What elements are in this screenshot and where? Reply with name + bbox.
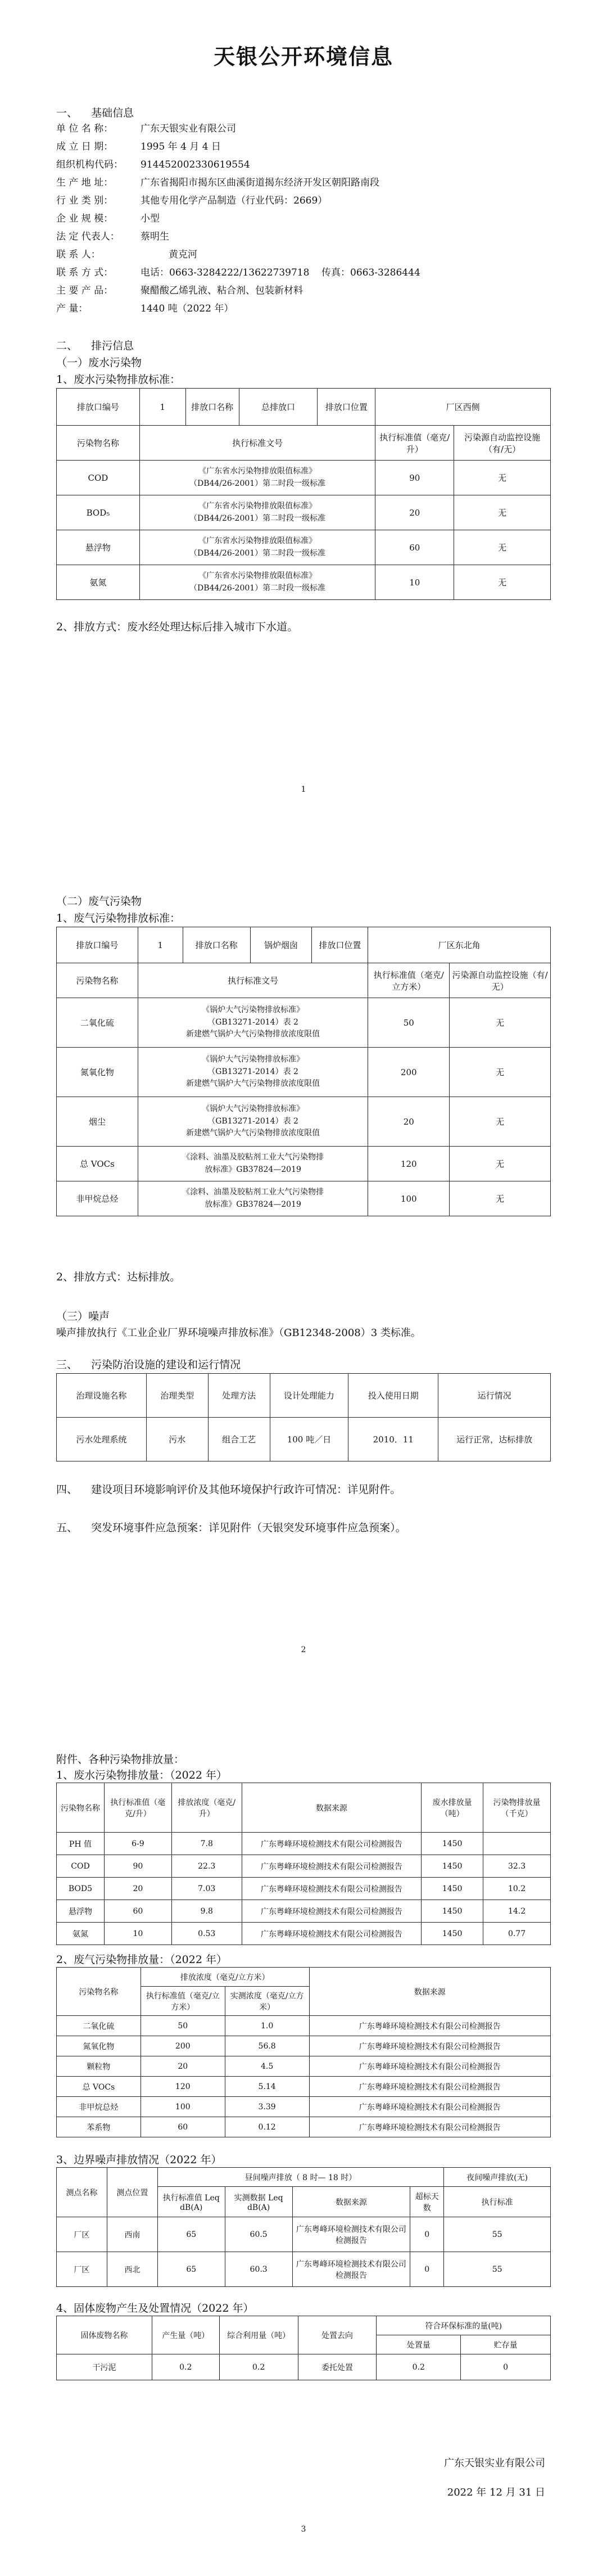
- noise-standard-text: 噪声排放执行《工业企业厂界环境噪声排放标准》（GB12348-2008）3 类标准。: [56, 1327, 421, 1339]
- standard-line: （GB13271-2014）表 2: [207, 1116, 298, 1126]
- table-cell: 100 吨／日: [270, 1418, 348, 1461]
- table-cell: 60: [375, 530, 454, 565]
- table-cell: 65: [157, 2217, 225, 2252]
- table-cell: [138, 1181, 368, 1216]
- info-row: [56, 192, 327, 206]
- table-header-cell: 处置去向: [298, 2316, 377, 2354]
- table-cell: 0.2: [219, 2354, 298, 2380]
- standard-line: 《锅炉大气污染物排放标准》: [202, 1104, 305, 1113]
- page-3: [0, 1681, 607, 2576]
- table-cell: 22.3: [171, 1855, 242, 1878]
- table-cell: PH 值: [57, 1833, 105, 1855]
- table-cell: 0.2: [377, 2354, 461, 2380]
- table-cell: 20: [375, 495, 454, 530]
- table-cell: 100: [368, 1181, 450, 1216]
- table-cell: 广东粤峰环境检测技术有限公司检测报告: [309, 2117, 550, 2137]
- table-row: [57, 1147, 551, 1181]
- standard-line: 《锅炉大气污染物排放标准》: [202, 1005, 305, 1014]
- table-cell: 0.2: [152, 2354, 219, 2380]
- table-header-cell: 测点名称: [57, 2168, 107, 2217]
- table-row: [57, 2316, 551, 2335]
- table-cell: 200: [141, 2036, 225, 2056]
- table-header-cell: 排放浓度（毫克/升）: [171, 1783, 242, 1833]
- table-row: [57, 2217, 551, 2252]
- standard-line: 《涂料、油墨及胶粘剂工业大气污染物排: [182, 1187, 324, 1197]
- table-row: [57, 530, 551, 565]
- table-cell: 总排放口: [239, 389, 318, 426]
- document-title: 天银公开环境信息: [213, 44, 393, 69]
- table-cell: 50: [368, 998, 450, 1048]
- annex-noise-table: [56, 2167, 551, 2287]
- info-value: 1440 吨（2022 年）: [141, 303, 234, 314]
- table-cell: [138, 998, 368, 1048]
- info-row: [56, 282, 303, 296]
- table-cell: 无: [454, 461, 551, 495]
- standard-line: 放标准》GB37824—2019: [205, 1199, 301, 1209]
- table-cell: 0: [410, 2217, 444, 2252]
- standard-line: 新建燃气锅炉大气污染物排放浓度限值: [186, 1129, 320, 1138]
- table-row: [57, 426, 551, 461]
- table-cell: 55: [444, 2252, 551, 2287]
- table-cell: 20: [104, 1878, 171, 1900]
- annex-waste-table: [56, 2316, 551, 2380]
- table-cell: 100: [141, 2097, 225, 2117]
- table-cell: 1: [138, 927, 183, 963]
- info-row: [56, 156, 250, 170]
- info-label: 组织机构代码：: [56, 159, 123, 170]
- table-row: [57, 1968, 551, 1987]
- info-value: 广东省揭阳市揭东区曲溪街道揭东经济开发区朝阳路南段: [141, 177, 379, 188]
- table-cell: 无: [454, 495, 551, 530]
- table-cell: 1450: [422, 1855, 483, 1878]
- table-cell: 60.3: [225, 2252, 292, 2287]
- table-cell: 干污泥: [57, 2354, 152, 2380]
- info-row: [56, 264, 420, 278]
- table-cell: 广东粤峰环境检测技术有限公司检测报告: [242, 1878, 422, 1900]
- water-standard-table: [56, 388, 551, 600]
- table-cell: 5.14: [225, 2077, 309, 2097]
- table-cell: 排放口名称: [183, 927, 250, 963]
- standard-line: 《广东省水污染物排放限值标准》: [198, 466, 317, 476]
- standard-line: 《广东省水污染物排放限值标准》: [198, 501, 317, 511]
- info-value: 其他专用化学产品制造（行业代码：2669）: [141, 195, 328, 206]
- table-cell: 无: [454, 530, 551, 565]
- table-cell: 4.5: [225, 2056, 309, 2077]
- table-row: [57, 461, 551, 495]
- table-cell: 排放口名称: [185, 389, 239, 426]
- standard-line: 《锅炉大气污染物排放标准》: [202, 1054, 305, 1064]
- table-cell: 0: [410, 2252, 444, 2287]
- table-cell: 1450: [422, 1878, 483, 1900]
- table-cell: [138, 1048, 368, 1097]
- table-header-cell: 污染物名称: [57, 426, 140, 461]
- standard-line: （DB44/26-2001）第二时段一级标准: [189, 583, 326, 593]
- page-1: [0, 0, 607, 821]
- table-cell: 污水: [146, 1418, 208, 1461]
- table-header-cell: 实测数据 Leq dB(A): [225, 2187, 292, 2217]
- table-header-cell: 治理类型: [146, 1374, 208, 1418]
- water-discharge-method: 2、排放方式：废水经处理达标后排入城市下水道。: [56, 621, 298, 633]
- subsection-title: （一）废水污染物: [56, 357, 142, 369]
- table-cell: 无: [450, 998, 551, 1048]
- standard-line: （GB13271-2014）表 2: [207, 1017, 298, 1027]
- table-row: [57, 2168, 551, 2187]
- table-cell: [139, 461, 375, 495]
- table-cell: 6-9: [104, 1833, 171, 1855]
- table-cell: 非甲烷总烃: [57, 1181, 138, 1216]
- info-value: 914452002330619554: [141, 159, 250, 170]
- table-row: [57, 2252, 551, 2287]
- table-header-cell: 实测浓度（毫克/立方米）: [225, 1987, 309, 2016]
- table-cell: 1450: [422, 1833, 483, 1855]
- table-cell: 广东粤峰环境检测技术有限公司检测报告: [292, 2252, 410, 2287]
- info-label: 行 业 类 别：: [56, 195, 114, 206]
- table-cell: 二氧化硫: [57, 998, 138, 1048]
- info-value: 黄克河: [169, 249, 197, 260]
- section-3-heading: 三、 污染防治设施的建设和运行情况: [56, 1359, 241, 1371]
- table-cell: 无: [454, 565, 551, 600]
- table-header-cell: 执行标准值 Leq dB(A): [157, 2187, 225, 2217]
- info-row: [56, 138, 221, 152]
- table-cell: 委托处置: [298, 2354, 377, 2380]
- info-label: 单 位 名 称：: [56, 123, 114, 134]
- standard-line: 《广东省水污染物排放限值标准》: [198, 571, 317, 580]
- facility-table: [56, 1373, 551, 1461]
- standard-line: 《涂料、油墨及胶粘剂工业大气污染物排: [182, 1152, 324, 1162]
- table-cell: 14.2: [483, 1900, 551, 1923]
- table-row: [57, 1783, 551, 1833]
- table-header-cell: 夜间噪声排放(无): [444, 2168, 551, 2187]
- info-value: 蔡明生: [141, 231, 169, 242]
- table-cell: 氨氮: [57, 1923, 105, 1945]
- standard-line: （DB44/26-2001）第二时段一级标准: [189, 513, 326, 523]
- table-header-cell: 数据来源: [242, 1783, 422, 1833]
- table-cell: 广东粤峰环境检测技术有限公司检测报告: [309, 2036, 550, 2056]
- table-row: [57, 565, 551, 600]
- table-cell: 3.39: [225, 2097, 309, 2117]
- standard-line: 新建燃气锅炉大气污染物排放浓度限值: [186, 1030, 320, 1039]
- table-cell: 90: [104, 1855, 171, 1878]
- standard-line: 新建燃气锅炉大气污染物排放浓度限值: [186, 1079, 320, 1089]
- table-cell: 20: [141, 2056, 225, 2077]
- table-cell: 苯系物: [57, 2117, 141, 2137]
- table-cell: 排放口位置: [318, 389, 375, 426]
- table-cell: 非甲烷总烃: [57, 2097, 141, 2117]
- table-header-cell: 污染物名称: [57, 963, 138, 998]
- page-number: 1: [301, 785, 306, 794]
- table-cell: 55: [444, 2217, 551, 2252]
- table-header-cell: 执行标准值（毫克/立方米）: [368, 963, 450, 998]
- annex-title: 附件、各种污染物排放量：: [56, 1753, 185, 1766]
- table-header-cell: 产生量（吨）: [152, 2316, 219, 2354]
- table-cell: 60.5: [225, 2217, 292, 2252]
- table-cell: COD: [57, 461, 140, 495]
- info-row: [56, 174, 379, 188]
- table-row: [57, 2036, 551, 2056]
- table-header-cell: 污染源自动监控设施（有/无）: [454, 426, 551, 461]
- table-cell: 1.0: [225, 2016, 309, 2036]
- info-value: 电话：0663-3284222/13622739718 传真：0663-3286444: [141, 267, 420, 278]
- table-cell: 1: [139, 389, 185, 426]
- table-row: [57, 2056, 551, 2077]
- table-header-cell: 运行情况: [438, 1374, 551, 1418]
- table-cell: [138, 1097, 368, 1147]
- table-cell: 广东粤峰环境检测技术有限公司检测报告: [242, 1923, 422, 1945]
- table-cell: 污水处理系统: [57, 1418, 147, 1461]
- table-cell: 无: [450, 1097, 551, 1147]
- table-cell: 0.12: [225, 2117, 309, 2137]
- info-value: 小型: [141, 213, 160, 224]
- table-cell: BOD5: [57, 1878, 105, 1900]
- table-cell: 广东粤峰环境检测技术有限公司检测报告: [309, 2056, 550, 2077]
- table-row: [57, 495, 551, 530]
- standard-line: （DB44/26-2001）第二时段一级标准: [189, 479, 326, 488]
- table-header-cell: 处置量: [377, 2335, 461, 2354]
- table-cell: [483, 1833, 551, 1855]
- info-label: 联 系 人：: [56, 249, 101, 260]
- annex-water-table: [56, 1783, 551, 1945]
- table-cell: 二氧化硫: [57, 2016, 141, 2036]
- table-row: [57, 1878, 551, 1900]
- table-cell: 厂区东北角: [368, 927, 551, 963]
- table-header-cell: 处理方法: [208, 1374, 270, 1418]
- table-header-cell: 治理设施名称: [57, 1374, 147, 1418]
- table-cell: 0.53: [171, 1923, 242, 1945]
- info-row: [56, 210, 160, 224]
- table-cell: 西南: [107, 2217, 157, 2252]
- table-row: [57, 1418, 551, 1461]
- table-cell: 60: [141, 2117, 225, 2137]
- table-cell: 120: [141, 2077, 225, 2097]
- table-header-cell: 废水排放量（吨）: [422, 1783, 483, 1833]
- table-cell: 总 VOCs: [57, 1147, 138, 1181]
- standard-line: （DB44/26-2001）第二时段一级标准: [189, 548, 326, 558]
- table-row: [57, 1374, 551, 1418]
- table-header-cell: 执行标准值（毫克/升）: [375, 426, 454, 461]
- table-cell: 无: [450, 1181, 551, 1216]
- table-cell: 厂区: [57, 2217, 107, 2252]
- table-cell: 广东粤峰环境检测技术有限公司检测报告: [242, 1833, 422, 1855]
- table-cell: 锅炉烟囱: [250, 927, 312, 963]
- info-label: 企 业 规 模：: [56, 213, 114, 224]
- info-label: 法 定 代表人：: [56, 231, 120, 242]
- table-cell: 0: [461, 2354, 551, 2380]
- table-cell: 氮氧化物: [57, 2036, 141, 2056]
- info-value: 聚醋酸乙烯乳液、粘合剂、包装新材料: [141, 285, 303, 296]
- table-header-cell: 执行标准值（毫克/升）: [104, 1783, 171, 1833]
- annex-air-title: 2、废气污染物排放量：（2022 年）: [56, 1954, 227, 1966]
- table-row: [57, 1097, 551, 1147]
- table-cell: 广东粤峰环境检测技术有限公司检测报告: [309, 2097, 550, 2117]
- table-cell: [139, 495, 375, 530]
- info-row: [56, 228, 169, 242]
- table-row: [57, 1833, 551, 1855]
- table-row: [57, 1048, 551, 1097]
- table-header-cell: 执行标准值（毫克/立方米）: [141, 1987, 225, 2016]
- table-row: [57, 2016, 551, 2036]
- table-cell: 无: [450, 1147, 551, 1181]
- table-header-cell: 投入使用日期: [348, 1374, 438, 1418]
- page-number: 2: [301, 1645, 306, 1654]
- table-cell: 90: [375, 461, 454, 495]
- table-cell: 0.77: [483, 1923, 551, 1945]
- table-header-cell: 符合环保标准的量(吨): [377, 2316, 551, 2335]
- table-cell: [139, 530, 375, 565]
- info-row: [56, 120, 236, 134]
- table-cell: 10: [104, 1923, 171, 1945]
- table-cell: 运行正常，达标排放: [438, 1418, 551, 1461]
- table-cell: 厂区西侧: [375, 389, 551, 426]
- table-row: [57, 927, 551, 963]
- table-header-cell: 贮存量: [461, 2335, 551, 2354]
- standard-line: 放标准》GB37824—2019: [205, 1165, 301, 1174]
- table-row: [57, 2117, 551, 2137]
- table-header-cell: 执行标准文号: [138, 963, 368, 998]
- table-row: [57, 1181, 551, 1216]
- table-cell: 32.3: [483, 1855, 551, 1878]
- standard-line: （GB13271-2014）表 2: [207, 1067, 298, 1076]
- table-cell: 2010．11: [348, 1418, 438, 1461]
- table-row: [57, 2077, 551, 2097]
- section-4-text: 四、 建设项目环境影响评价及其他环境保护行政许可情况：详见附件。: [56, 1483, 401, 1496]
- table-header-cell: 超标天数: [410, 2187, 444, 2217]
- table-row: [57, 998, 551, 1048]
- footer-date: 2022 年 12 月 31 日: [447, 2487, 545, 2498]
- annex-noise-title: 3、边界噪声排放情况（2022 年）: [56, 2154, 222, 2166]
- table-row: [57, 963, 551, 998]
- air-discharge-method: 2、排放方式：达标排放。: [56, 1271, 181, 1283]
- info-label: 联 系 方 式：: [56, 267, 114, 278]
- table-cell: [139, 565, 375, 600]
- table-cell: 7.8: [171, 1833, 242, 1855]
- table-row: [57, 2354, 551, 2380]
- table-cell: BOD₅: [57, 495, 140, 530]
- table-header-cell: 昼间噪声排放（ 8 时— 18 时）: [157, 2168, 443, 2187]
- table-cell: 悬浮物: [57, 1900, 105, 1923]
- table-cell: 西北: [107, 2252, 157, 2287]
- info-label: 产 量：: [56, 303, 88, 314]
- table-cell: 颗粒物: [57, 2056, 141, 2077]
- table-cell: 56.8: [225, 2036, 309, 2056]
- info-row: [56, 300, 233, 314]
- table-cell: 排放口编号: [57, 389, 140, 426]
- table-row: [57, 2097, 551, 2117]
- table-header-cell: 综合利用量（吨）: [219, 2316, 298, 2354]
- section-1-heading: 一、 基础信息: [56, 107, 134, 119]
- air-standard-table: [56, 927, 551, 1216]
- table-cell: 烟尘: [57, 1097, 138, 1147]
- table-cell: 排放口编号: [57, 927, 138, 963]
- info-value: 1995 年 4 月 4 日: [141, 141, 221, 152]
- table-cell: 7.03: [171, 1878, 242, 1900]
- table-header-cell: 污染物排放量（千克）: [483, 1783, 551, 1833]
- table-header-cell: 测点位置: [107, 2168, 157, 2217]
- info-label: 成 立 日 期：: [56, 141, 114, 152]
- info-value: 广东天银实业有限公司: [141, 123, 236, 134]
- table-cell: 氮氧化物: [57, 1048, 138, 1097]
- table-cell: 广东粤峰环境检测技术有限公司检测报告: [242, 1900, 422, 1923]
- table-header-cell: 污染物名称: [57, 1783, 105, 1833]
- table-cell: 广东粤峰环境检测技术有限公司检测报告: [309, 2077, 550, 2097]
- subsection-title: 1、废水污染物排放标准：: [56, 373, 181, 386]
- table-cell: 10: [375, 565, 454, 600]
- table-cell: 60: [104, 1900, 171, 1923]
- table-cell: 广东粤峰环境检测技术有限公司检测报告: [242, 1855, 422, 1878]
- table-cell: 200: [368, 1048, 450, 1097]
- table-cell: 无: [450, 1048, 551, 1097]
- table-cell: 120: [368, 1147, 450, 1181]
- section-5-text: 五、 突发环境事件应急预案：详见附件（天银突发环境事件应急预案）。: [56, 1522, 406, 1534]
- table-cell: 广东粤峰环境检测技术有限公司检测报告: [309, 2016, 550, 2036]
- table-row: [57, 1855, 551, 1878]
- table-cell: 1450: [422, 1900, 483, 1923]
- table-header-cell: 数据来源: [292, 2187, 410, 2217]
- subsection-title: （三）噪声: [56, 1310, 110, 1323]
- standard-line: 《广东省水污染物排放限值标准》: [198, 536, 317, 545]
- footer-company: 广东天银实业有限公司: [444, 2457, 545, 2469]
- table-cell: 悬浮物: [57, 530, 140, 565]
- table-cell: 65: [157, 2252, 225, 2287]
- table-header-cell: 执行标准文号: [139, 426, 375, 461]
- table-cell: 厂区: [57, 2252, 107, 2287]
- table-header-cell: 数据来源: [309, 1968, 550, 2016]
- annex-water-title: 1、废水污染物排放量：（2022 年）: [56, 1769, 227, 1781]
- table-header-cell: 污染物名称: [57, 1968, 141, 2016]
- table-header-cell: 污染源自动监控设施（有/无）: [450, 963, 551, 998]
- table-cell: 总 VOCs: [57, 2077, 141, 2097]
- table-cell: 广东粤峰环境检测技术有限公司检测报告: [292, 2217, 410, 2252]
- table-row: [57, 389, 551, 426]
- info-label: 生 产 地 址：: [56, 177, 114, 188]
- table-row: [57, 1923, 551, 1945]
- info-label: 主 要 产 品：: [56, 285, 114, 296]
- page-2: [0, 821, 607, 1681]
- annex-waste-title: 4、固体废物产生及处置情况（2022 年）: [56, 2302, 254, 2315]
- table-cell: 排放口位置: [312, 927, 368, 963]
- table-header-cell: 设计处理能力: [270, 1374, 348, 1418]
- table-header-cell: 固体废物名称: [57, 2316, 152, 2354]
- subsection-title: 1、废气污染物排放标准：: [56, 912, 181, 924]
- info-row: [56, 246, 197, 260]
- table-row: [57, 1900, 551, 1923]
- table-cell: 组合工艺: [208, 1418, 270, 1461]
- table-cell: 50: [141, 2016, 225, 2036]
- table-cell: 10.2: [483, 1878, 551, 1900]
- table-cell: 9.8: [171, 1900, 242, 1923]
- table-header-cell: 执行标准: [444, 2187, 551, 2217]
- table-cell: COD: [57, 1855, 105, 1878]
- subsection-title: （二）废气污染物: [56, 895, 142, 908]
- table-cell: 氨氮: [57, 565, 140, 600]
- annex-air-table: [56, 1967, 551, 2137]
- table-cell: 1450: [422, 1923, 483, 1945]
- table-cell: 20: [368, 1097, 450, 1147]
- table-cell: [138, 1147, 368, 1181]
- table-header-cell: 排放浓度（毫克/立方米）: [141, 1968, 309, 1987]
- page-number: 3: [301, 2525, 306, 2534]
- section-2-heading: 二、 排污信息: [56, 340, 134, 352]
